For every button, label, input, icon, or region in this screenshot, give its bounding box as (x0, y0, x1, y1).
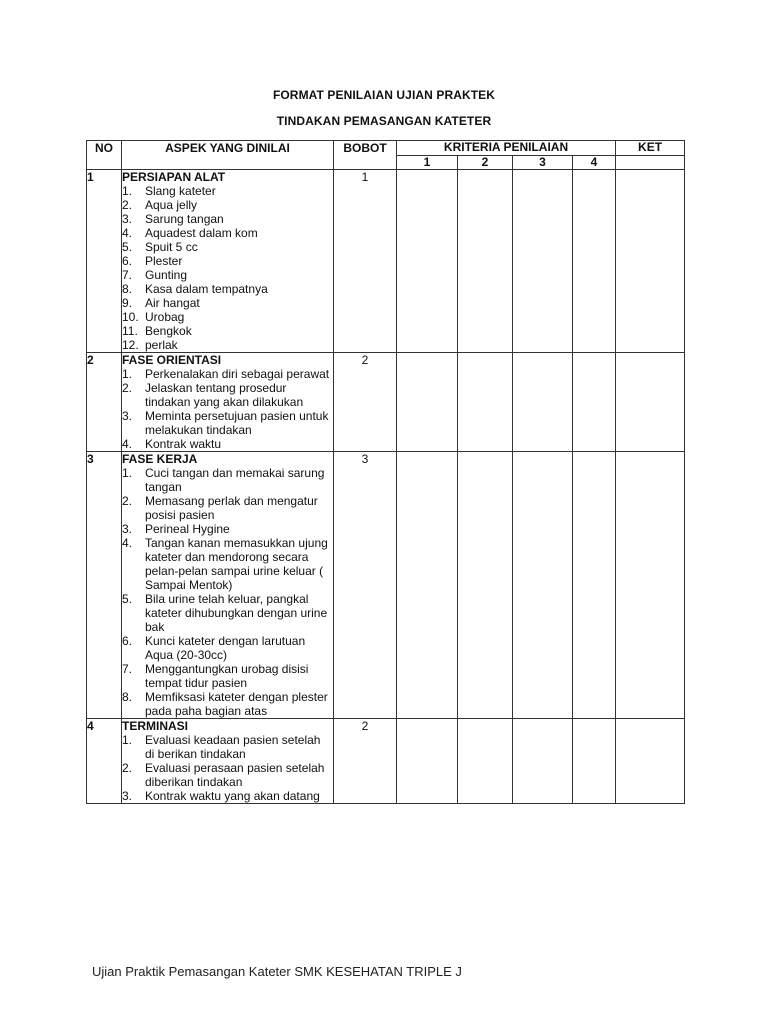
item-number: 4. (122, 536, 133, 550)
bobot-value: 2 (334, 353, 397, 452)
bobot-value: 1 (334, 170, 397, 353)
item-number: 10. (122, 310, 139, 324)
ket-cell (616, 353, 685, 452)
row-number: 3 (87, 452, 122, 719)
item-number: 11. (122, 324, 138, 338)
item-number: 8. (122, 282, 133, 296)
header-kriteria-4: 4 (573, 156, 616, 170)
header-kriteria: KRITERIA PENILAIAN (397, 141, 616, 156)
item-number: 8. (122, 690, 133, 704)
aspek-cell (122, 719, 334, 804)
item-text: Kasa dalam tempatnya (145, 282, 268, 296)
list-item (122, 381, 333, 409)
kriteria-2-cell (458, 719, 513, 804)
item-number: 2. (122, 761, 133, 775)
item-number: 2. (122, 494, 133, 508)
item-number: 1. (122, 466, 133, 480)
item-number: 2. (122, 198, 133, 212)
header-row (87, 141, 685, 156)
header-kriteria-3: 3 (513, 156, 573, 170)
item-text: Perineal Hygine (145, 522, 230, 536)
list-item (122, 466, 333, 494)
list-item (122, 310, 333, 324)
kriteria-1-cell (397, 719, 458, 804)
item-text: Meminta persetujuan pasien untuk melakukan tindakan (145, 409, 329, 437)
item-text: Aquadest dalam kom (145, 226, 258, 240)
aspek-cell (122, 353, 334, 452)
document-title: FORMAT PENILAIAN UJIAN PRAKTEK (272, 88, 496, 102)
list-item (122, 324, 333, 338)
list-item (122, 296, 333, 310)
bobot-value: 2 (334, 719, 397, 804)
kriteria-1-cell (397, 353, 458, 452)
item-list (122, 184, 333, 352)
list-item (122, 226, 333, 240)
item-text: Air hangat (145, 296, 200, 310)
document-subtitle: TINDAKAN PEMASANGAN KATETER (276, 114, 492, 128)
kriteria-2-cell (458, 452, 513, 719)
item-text: Spuit 5 cc (145, 240, 198, 254)
list-item (122, 409, 333, 437)
kriteria-2-cell (458, 353, 513, 452)
header-bobot: BOBOT (334, 141, 397, 170)
row-number: 4 (87, 719, 122, 804)
kriteria-3-cell (513, 452, 573, 719)
item-number: 12. (122, 338, 139, 352)
kriteria-4-cell (573, 719, 616, 804)
kriteria-3-cell (513, 170, 573, 353)
list-item (122, 212, 333, 226)
ket-cell (616, 170, 685, 353)
list-item (122, 789, 333, 803)
item-text: Perkenalakan diri sebagai perawat (145, 367, 330, 381)
table-row (87, 353, 685, 452)
kriteria-2-cell (458, 170, 513, 353)
item-text: Kunci kateter dengan larutuan Aqua (20-30cc) (145, 634, 306, 662)
item-number: 3. (122, 522, 133, 536)
list-item (122, 662, 333, 690)
header-kriteria-1: 1 (397, 156, 458, 170)
item-text: Plester (145, 254, 183, 268)
list-item (122, 367, 333, 381)
list-item (122, 761, 333, 789)
item-text: Kontrak waktu (145, 437, 222, 451)
item-list (122, 466, 333, 718)
item-text: Menggantungkan urobag disisi tempat tidur pasien (145, 662, 309, 690)
item-text: Evaluasi keadaan pasien setelah di berikan tindakan (145, 733, 321, 761)
list-item (122, 592, 333, 634)
header-kriteria-2: 2 (458, 156, 513, 170)
kriteria-1-cell (397, 452, 458, 719)
list-item (122, 198, 333, 212)
aspek-cell (122, 170, 334, 353)
list-item (122, 536, 333, 592)
item-number: 1. (122, 733, 133, 747)
item-number: 3. (122, 212, 133, 226)
item-text: Kontrak waktu yang akan datang (145, 789, 320, 803)
item-text: Slang kateter (145, 184, 216, 198)
section-title: FASE ORIENTASI (122, 353, 222, 367)
item-list (122, 367, 333, 451)
list-item (122, 437, 333, 451)
item-text: Memfiksasi kateter dengan plester pada paha bagian atas (145, 690, 328, 718)
header-ket: KET (616, 141, 685, 156)
list-item (122, 282, 333, 296)
list-item (122, 690, 333, 718)
header-ket-blank (616, 156, 685, 170)
header-no: NO (87, 141, 122, 170)
list-item (122, 240, 333, 254)
item-number: 1. (122, 367, 133, 381)
header-aspek: ASPEK YANG DINILAI (122, 141, 334, 170)
item-list (122, 733, 333, 803)
item-text: Aqua jelly (145, 198, 198, 212)
bobot-value: 3 (334, 452, 397, 719)
item-number: 7. (122, 662, 133, 676)
item-text: Memasang perlak dan mengatur posisi pasien (145, 494, 318, 522)
list-item (122, 733, 333, 761)
list-item (122, 494, 333, 522)
kriteria-1-cell (397, 170, 458, 353)
item-text: Gunting (145, 268, 188, 282)
item-text: Cuci tangan dan memakai sarung tangan (145, 466, 325, 494)
section-title: FASE KERJA (122, 452, 198, 466)
list-item (122, 268, 333, 282)
assessment-table (86, 140, 685, 804)
item-number: 9. (122, 296, 133, 310)
table-row (87, 719, 685, 804)
item-text: Bila urine telah keluar, pangkal kateter dihubungkan dengan urine bak (145, 592, 328, 634)
item-number: 2. (122, 381, 133, 395)
table-row (87, 452, 685, 719)
kriteria-4-cell (573, 353, 616, 452)
item-text: Sarung tangan (145, 212, 224, 226)
kriteria-3-cell (513, 353, 573, 452)
list-item (122, 254, 333, 268)
row-number: 2 (87, 353, 122, 452)
item-number: 6. (122, 254, 133, 268)
item-number: 5. (122, 592, 133, 606)
item-number: 7. (122, 268, 133, 282)
list-item (122, 522, 333, 536)
ket-cell (616, 719, 685, 804)
item-number: 6. (122, 634, 133, 648)
kriteria-4-cell (573, 452, 616, 719)
item-text: perlak (145, 338, 178, 352)
item-number: 3. (122, 789, 133, 803)
item-text: Jelaskan tentang prosedur tindakan yang akan dilakukan (145, 381, 304, 409)
list-item (122, 634, 333, 662)
item-number: 5. (122, 240, 133, 254)
ket-cell (616, 452, 685, 719)
item-text: Tangan kanan memasukkan ujung kateter dan mendorong secara pelan-pelan sampai urine keluar ( Sampai Mentok) (145, 536, 328, 592)
aspek-cell (122, 452, 334, 719)
item-number: 4. (122, 437, 133, 451)
item-text: Urobag (145, 310, 185, 324)
kriteria-4-cell (573, 170, 616, 353)
section-title: TERMINASI (122, 719, 188, 733)
item-text: Evaluasi perasaan pasien setelah diberikan tindakan (145, 761, 325, 789)
item-number: 1. (122, 184, 133, 198)
page-footer: Ujian Praktik Pemasangan Kateter SMK KESEHATAN TRIPLE J (92, 964, 462, 979)
list-item (122, 338, 333, 352)
item-number: 3. (122, 409, 133, 423)
table-row (87, 170, 685, 353)
item-text: Bengkok (145, 324, 192, 338)
kriteria-3-cell (513, 719, 573, 804)
section-title: PERSIAPAN ALAT (122, 170, 226, 184)
row-number: 1 (87, 170, 122, 353)
list-item (122, 184, 333, 198)
item-number: 4. (122, 226, 133, 240)
